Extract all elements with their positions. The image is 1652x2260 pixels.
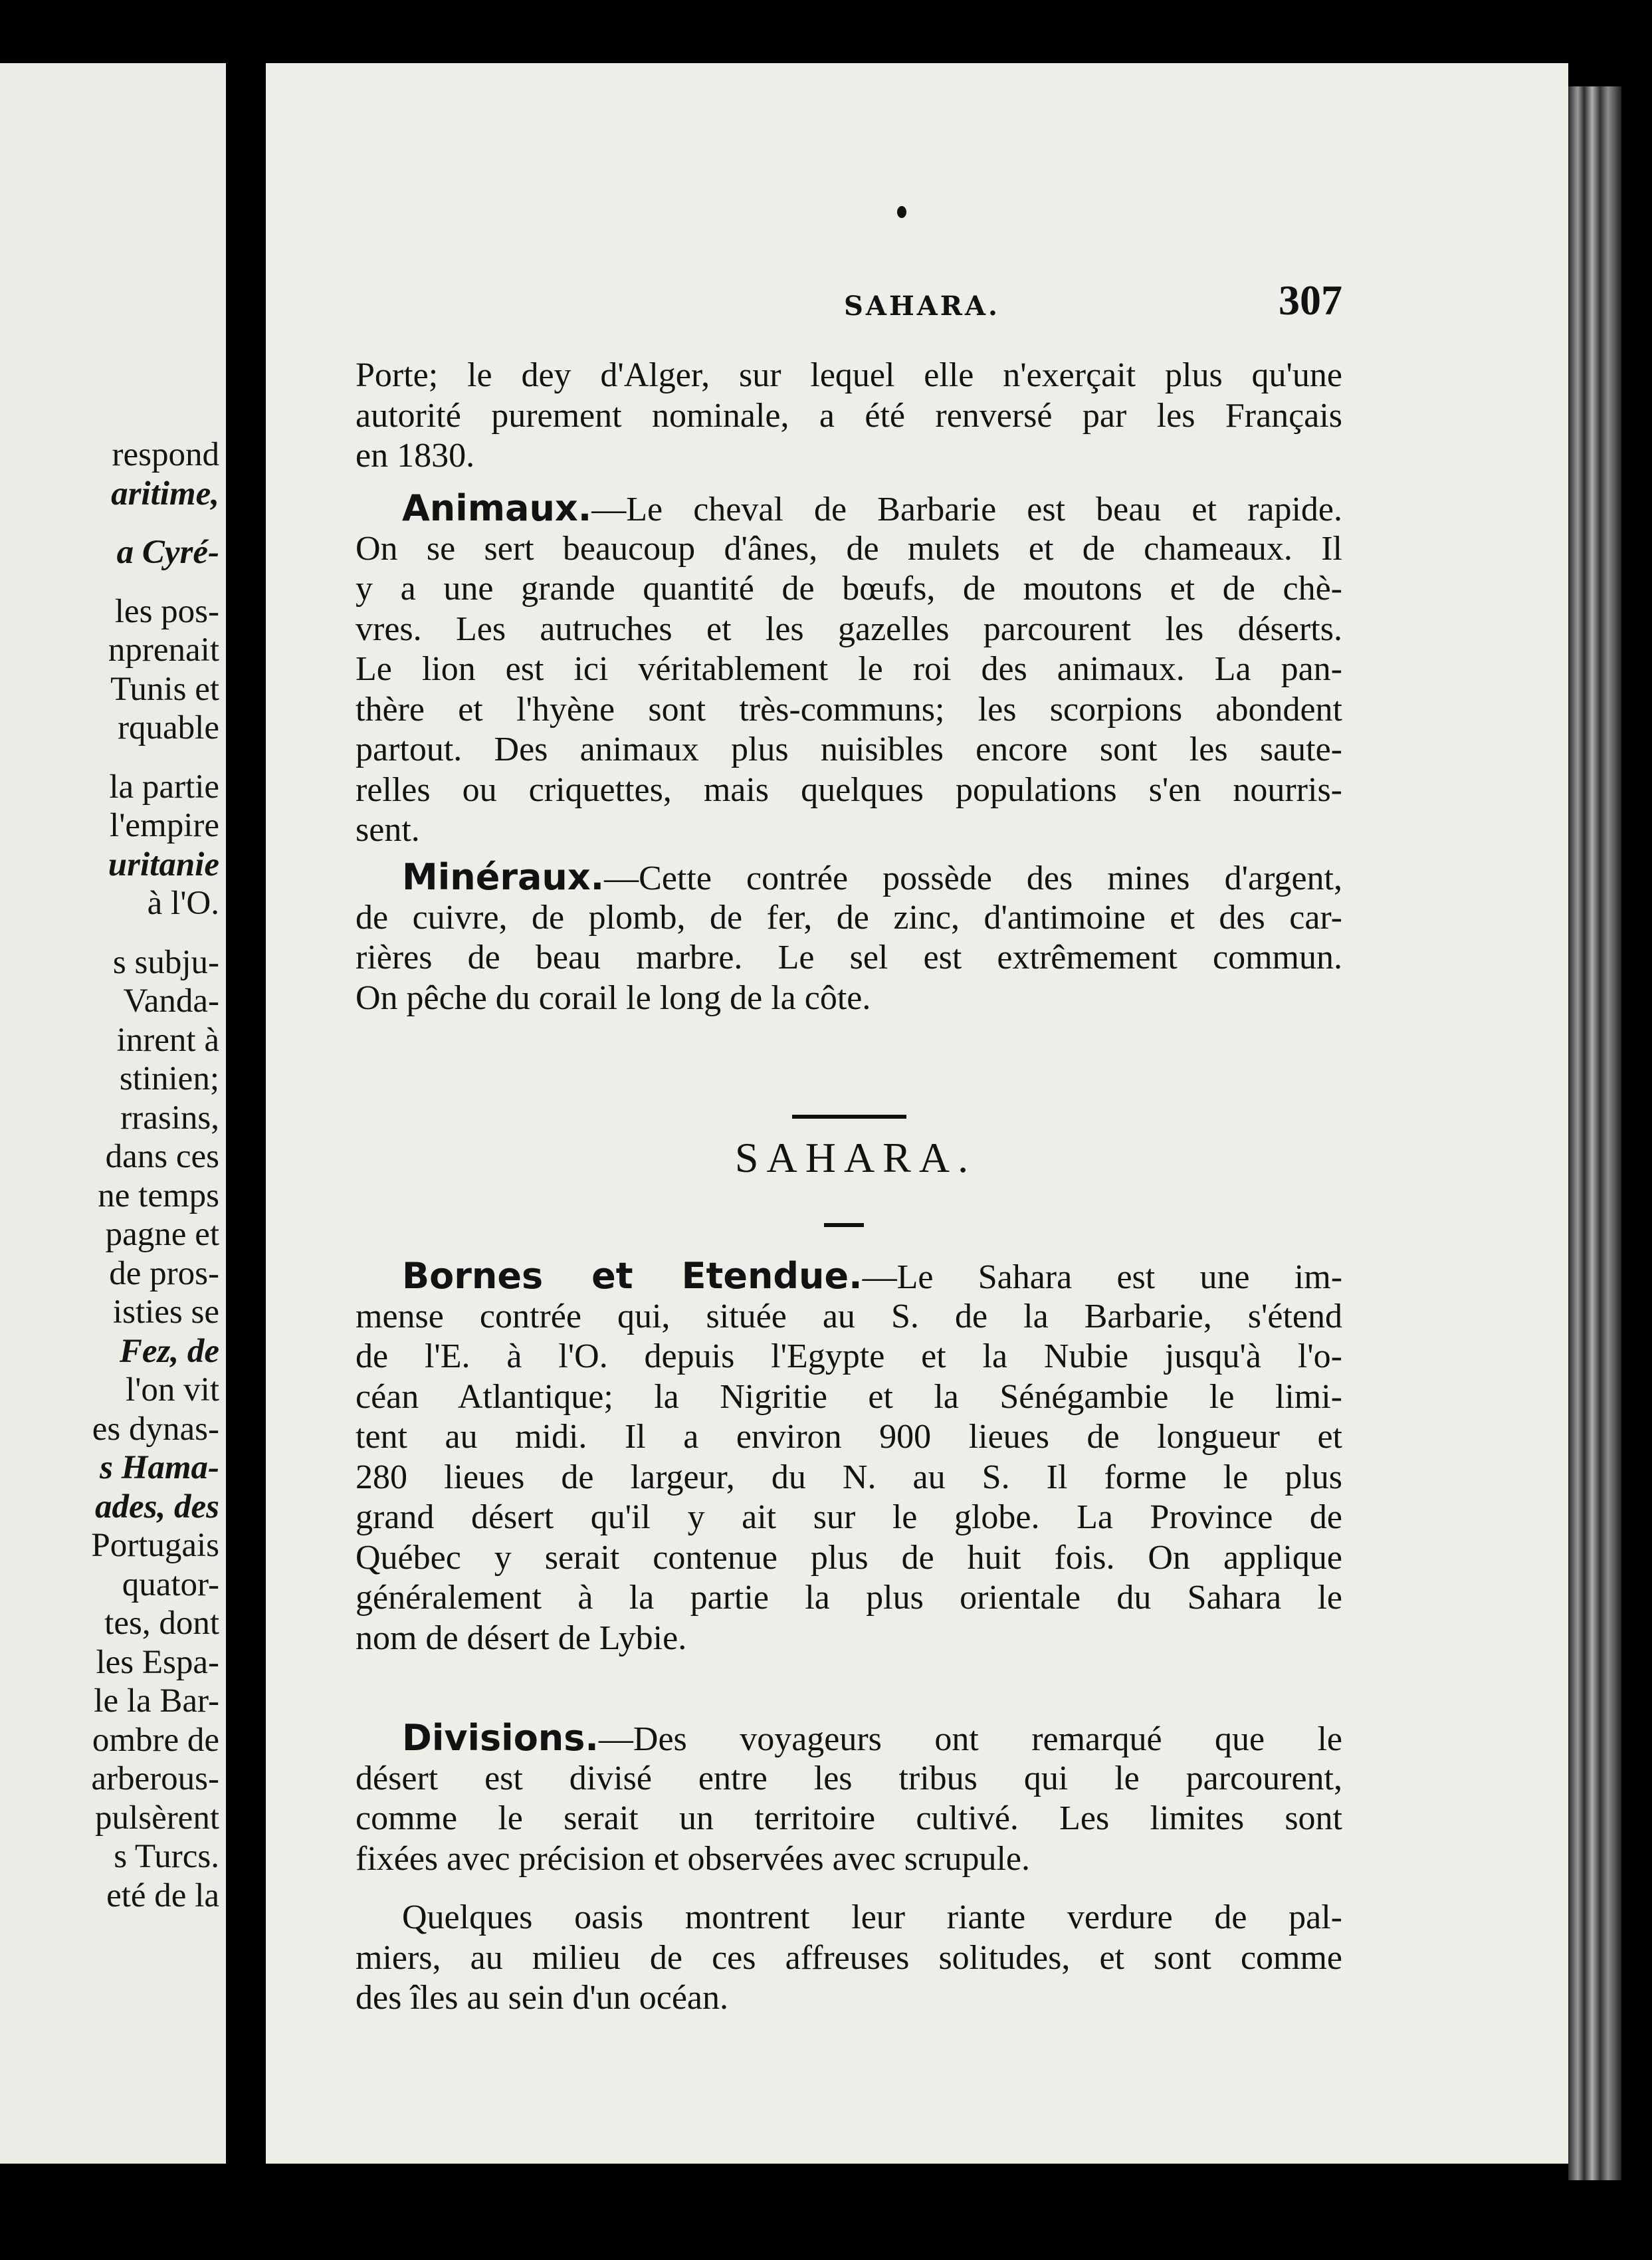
- left-page-line: rquable: [118, 709, 219, 746]
- left-page-line: Fez, de: [119, 1332, 219, 1370]
- left-page-gap: [0, 748, 219, 768]
- text-line: désert est divisé entre les tribus qui le parcourent,: [356, 1759, 1342, 1797]
- text-line: grand désert qu'il y ait sur le globe. La Province de: [356, 1498, 1342, 1536]
- left-page-line: dans ces: [105, 1138, 219, 1175]
- text-line: [356, 857, 1342, 898]
- left-page-line: quator-: [122, 1565, 219, 1603]
- left-page-line: ades, des: [95, 1488, 219, 1526]
- text-line: mense contrée qui, située au S. de la Barbarie, s'étend: [356, 1297, 1342, 1335]
- text-run: —Des voyageurs ont remarqué que le: [598, 1720, 1342, 1758]
- text-line: généralement à la partie la plus orientale du Sahara le: [356, 1579, 1342, 1617]
- text-run: —Cette contrée possède des mines d'argent,: [604, 859, 1342, 897]
- left-page-line: l'on vit: [126, 1371, 219, 1409]
- paragraph-animaux: [356, 489, 1342, 851]
- heading-animaux: Animaux.: [402, 487, 592, 529]
- book-edge: [1568, 86, 1621, 2180]
- text-line: thère et l'hyène sont très-communs; les scorpions abondent: [356, 690, 1342, 729]
- left-page-line: le la Bar-: [94, 1682, 219, 1720]
- left-page-line: tes, dont: [104, 1605, 219, 1642]
- left-page-line: inrent à: [116, 1021, 219, 1059]
- text-run: —Le cheval de Barbarie est beau et rapide.: [591, 491, 1342, 528]
- text-line: de l'E. à l'O. depuis l'Egypte et la Nubie jusqu'à l'o-: [356, 1337, 1342, 1375]
- text-line: comme le serait un territoire cultivé. Les limites sont: [356, 1799, 1342, 1837]
- left-page-line: pagne et: [105, 1216, 219, 1253]
- left-page-line: Vanda-: [123, 982, 219, 1020]
- left-page-line: les Espa-: [96, 1643, 219, 1681]
- text-line: 280 lieues de largeur, du N. au S. Il forme le plus: [356, 1458, 1342, 1496]
- text-line: Québec y serait contenue plus de huit fois. On applique: [356, 1538, 1342, 1577]
- page-number: 307: [1279, 277, 1342, 324]
- text-line: partout. Des animaux plus nuisibles encore sont les saute-: [356, 731, 1342, 768]
- left-page-line: respond: [112, 436, 219, 473]
- left-page-line: ombre de: [92, 1721, 219, 1759]
- text-line: de cuivre, de plomb, de fer, de zinc, d'antimoine et des car-: [356, 898, 1342, 937]
- text-line: sent.: [356, 811, 420, 849]
- text-line: Quelques oasis montrent leur riante verdure de pal-: [402, 1898, 1342, 1936]
- text-line: On pêche du corail le long de la côte.: [356, 978, 871, 1017]
- section-rule-short: [824, 1223, 864, 1227]
- running-head-title: SAHARA.: [844, 290, 1000, 322]
- left-page-gap: [0, 513, 219, 533]
- paragraph-divisions: [356, 1718, 1342, 1879]
- left-page-fragment: [0, 63, 226, 2164]
- ink-speck: [897, 206, 906, 218]
- section-title: SAHARA.: [734, 1134, 977, 1181]
- heading-bornes: Bornes et Etendue.: [402, 1255, 863, 1297]
- text-line: Le lion est ici véritablement le roi des animaux. La pan-: [356, 650, 1342, 688]
- left-page-line: à l'O.: [147, 885, 219, 922]
- text-line: [356, 489, 1342, 529]
- text-line: [356, 1256, 1342, 1297]
- text-line: nom de désert de Lybie.: [356, 1619, 687, 1657]
- text-line: des îles au sein d'un océan.: [356, 1979, 728, 2017]
- text-line: vres. Les autruches et les gazelles parcourent les déserts.: [356, 610, 1342, 648]
- section-rule: [792, 1115, 906, 1119]
- left-page-line: ne temps: [98, 1177, 219, 1214]
- left-page-text: [0, 435, 219, 1915]
- left-page-line: de pros-: [109, 1254, 219, 1292]
- running-head: [356, 276, 1342, 329]
- left-page-line: eté de la: [106, 1876, 219, 1914]
- left-page-line: pulsèrent: [95, 1799, 219, 1837]
- text-line: tent au midi. Il a environ 900 lieues de longueur et: [356, 1418, 1342, 1456]
- left-page-line: a Cyré-: [116, 534, 219, 571]
- left-page-line: s subju-: [112, 943, 219, 981]
- left-page-line: les pos-: [114, 592, 219, 630]
- text-line: rières de beau marbre. Le sel est extrêmement commun.: [356, 939, 1342, 976]
- left-page-line: l'empire: [110, 807, 219, 844]
- heading-mineraux: Minéraux.: [402, 856, 605, 898]
- left-page-line: es dynas-: [92, 1410, 219, 1448]
- left-page-line: isties se: [112, 1294, 219, 1331]
- text-line: y a une grande quantité de bœufs, de moutons et de chè-: [356, 570, 1342, 608]
- text-line: fixées avec précision et observées avec scrupule.: [356, 1839, 1030, 1878]
- text-run: —Le Sahara est une im-: [862, 1258, 1343, 1296]
- left-page-line: uritanie: [108, 846, 219, 883]
- text-line: Porte; le dey d'Alger, sur lequel elle n'exerçait plus qu'une: [356, 356, 1342, 394]
- paragraph-oasis: [356, 1898, 1342, 2019]
- left-page-line: s Turcs.: [114, 1838, 219, 1875]
- left-page-line: arberous-: [91, 1760, 219, 1797]
- paragraph-mineraux: [356, 857, 1342, 1018]
- left-page-line: nprenait: [108, 631, 219, 669]
- text-line: [356, 1718, 1342, 1759]
- text-line: On se sert beaucoup d'ânes, de mulets et de chameaux. Il: [356, 529, 1342, 568]
- left-page-line: Tunis et: [110, 670, 219, 708]
- text-line: céan Atlantique; la Nigritie et la Sénégambie le limi-: [356, 1377, 1342, 1416]
- heading-divisions: Divisions.: [402, 1717, 599, 1759]
- left-page-line: stinien;: [119, 1060, 219, 1097]
- text-line: autorité purement nominale, a été renversé par les Français: [356, 396, 1342, 435]
- left-page-line: Portugais: [91, 1527, 219, 1564]
- text-line: en 1830.: [356, 437, 475, 475]
- text-line: relles ou criquettes, mais quelques populations s'en nourris-: [356, 770, 1342, 809]
- left-page-line: s Hama-: [100, 1449, 219, 1486]
- left-page-gap: [0, 923, 219, 943]
- left-page-gap: [0, 572, 219, 592]
- left-page-line: la partie: [109, 768, 219, 806]
- paragraph-intro: [356, 356, 1342, 477]
- left-page-line: rrasins,: [120, 1099, 219, 1137]
- paragraph-bornes: [356, 1256, 1342, 1658]
- left-page-line: aritime,: [111, 475, 219, 512]
- page: [266, 63, 1568, 2164]
- text-line: miers, au milieu de ces affreuses solitudes, et sont comme: [356, 1938, 1342, 1977]
